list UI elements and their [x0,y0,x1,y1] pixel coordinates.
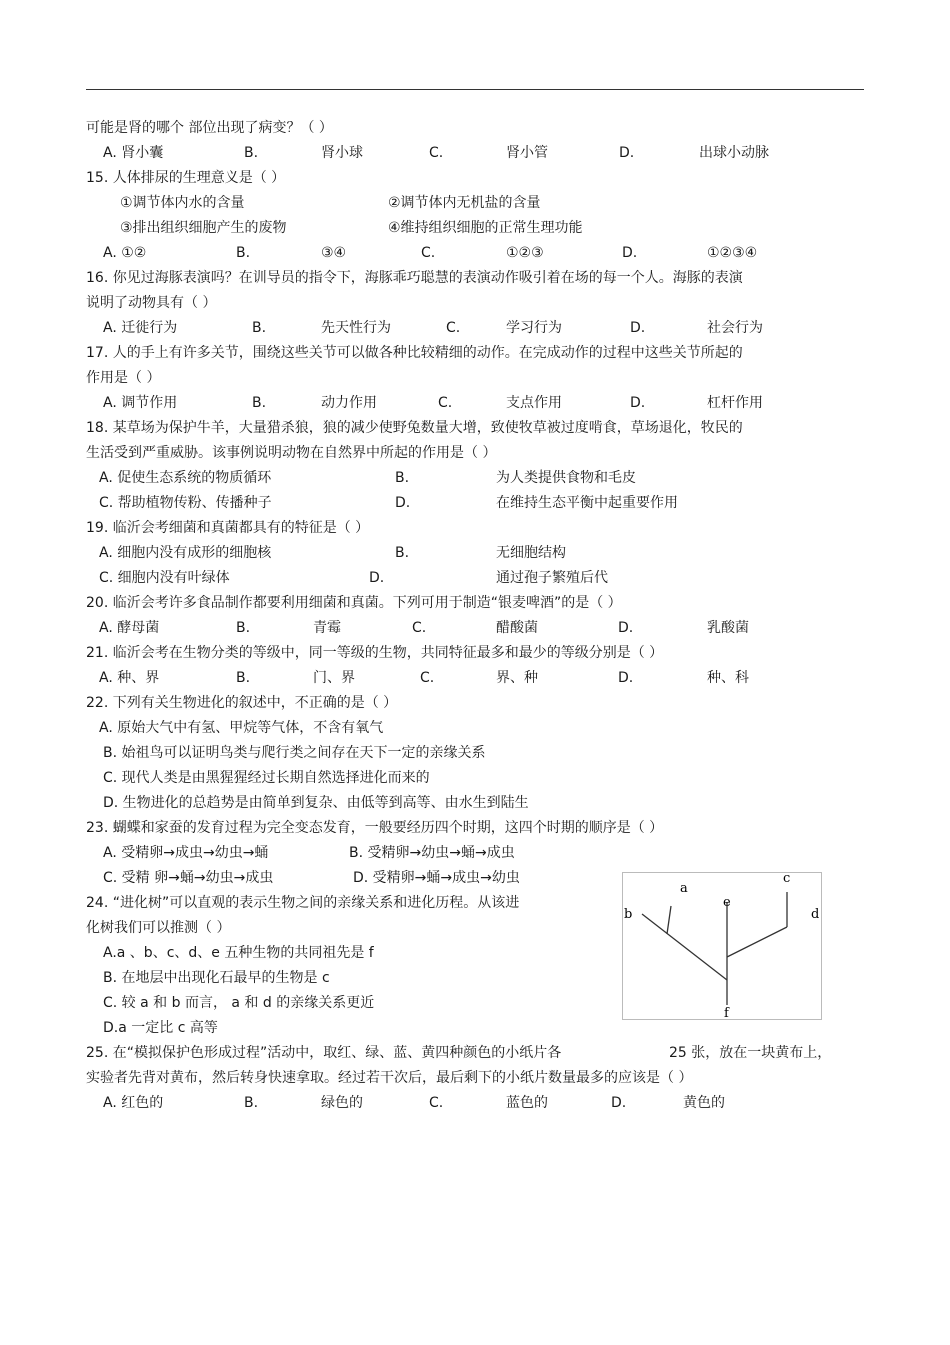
q23-stem: 23. 蝴蝶和家蚕的发育过程为完全变态发育，一般要经历四个时期，这四个时期的顺序是（ ） [86,820,664,836]
q24-stem-line2: 化树我们可以推测（ ） [86,920,231,936]
q25-option-b-text: 绿色的 [321,1095,363,1111]
q24-option-d[interactable]: D.a 一定比 c 高等 [103,1020,218,1036]
q24-option-a[interactable]: A.a 、b、c、d、e 五种生物的共同祖先是 f [103,945,374,961]
q23-option-c[interactable]: C. 受精 卵→蛹→幼虫→成虫 [103,870,274,886]
q16-option-d-text: 社会行为 [707,320,763,336]
branch-f-d [727,927,787,957]
q20-stem: 20. 临沂会考许多食品制作都要利用细菌和真菌。下列可用于制造“银麦啤酒”的是（ ） [86,595,622,611]
q18-stem-line2: 生活受到严重威胁。该事例说明动物在自然界中所起的作用是（ ） [86,445,497,461]
tree-label-e: e [723,895,731,910]
q20-option-c-letter[interactable]: C. [412,620,427,636]
q16-option-c-text: 学习行为 [506,320,562,336]
tree-label-a: a [680,881,688,896]
q14-option-b-text: 肾小球 [321,145,363,161]
q23-option-b[interactable]: B. 受精卵→幼虫→蛹→成虫 [349,845,515,861]
q15-item-1: ①调节体内水的含量 [120,195,245,211]
q23-option-d[interactable]: D. 受精卵→蛹→成虫→幼虫 [353,870,520,886]
q22-option-b[interactable]: B. 始祖鸟可以证明鸟类与爬行类之间存在天下一定的亲缘关系 [103,745,486,761]
q20-option-d-letter[interactable]: D. [618,620,634,636]
q17-option-d-text: 杠杆作用 [707,395,763,411]
branch-f-b [642,914,727,980]
q17-option-b-text: 动力作用 [321,395,377,411]
q15-item-2: ②调节体内无机盐的含量 [388,195,541,211]
q25-option-c-text: 蓝色的 [506,1095,548,1111]
q23-option-a[interactable]: A. 受精卵→成虫→幼虫→蛹 [103,845,269,861]
q15-option-b-letter[interactable]: B. [236,245,251,261]
q15-option-d-text: ①②③④ [707,245,758,261]
q14-option-c-text: 肾小管 [506,145,548,161]
q18-option-b-text: 为人类提供食物和毛皮 [496,470,636,486]
q18-option-b-letter[interactable]: B. [395,470,410,486]
q15-option-d-letter[interactable]: D. [622,245,638,261]
q17-option-c-text: 支点作用 [506,395,562,411]
tree-label-d: d [811,907,820,922]
q19-option-a[interactable]: A. 细胞内没有成形的细胞核 [99,545,272,561]
q21-option-b-text: 门、界 [313,670,355,686]
q21-option-d-text: 种、科 [707,670,749,686]
q19-option-c[interactable]: C. 细胞内没有叶绿体 [99,570,230,586]
q16-option-a[interactable]: A. 迁徙行为 [103,320,178,336]
tree-label-b: b [624,907,633,922]
q25-stem-line1b: 25 张，放在一块黄布上， [669,1045,832,1061]
q14-option-d-letter[interactable]: D. [619,145,635,161]
q16-option-b-letter[interactable]: B. [252,320,267,336]
q15-item-3: ③排出组织细胞产生的废物 [120,220,287,236]
q15-option-a[interactable]: A. ①② [103,245,147,261]
q19-stem: 19. 临沂会考细菌和真菌都具有的特征是（ ） [86,520,370,536]
q15-stem: 15. 人体排尿的生理意义是（ ） [86,170,286,186]
q20-option-b-letter[interactable]: B. [236,620,251,636]
q21-option-b-letter[interactable]: B. [236,670,251,686]
q25-option-d-letter[interactable]: D. [611,1095,627,1111]
q16-stem-line2: 说明了动物具有（ ） [86,295,217,311]
q14-option-b-letter[interactable]: B. [244,145,259,161]
q19-option-b-letter[interactable]: B. [395,545,410,561]
q17-option-d-letter[interactable]: D. [630,395,646,411]
q14-option-a[interactable]: A. 肾小囊 [103,145,164,161]
q17-option-c-letter[interactable]: C. [438,395,453,411]
q21-option-a[interactable]: A. 种、界 [99,670,160,686]
q18-option-c[interactable]: C. 帮助植物传粉、传播种子 [99,495,272,511]
evolution-tree-figure [622,872,822,1020]
q25-option-d-text: 黄色的 [683,1095,725,1111]
q19-option-d-text: 通过孢子繁殖后代 [496,570,608,586]
q18-stem-line1: 18. 某草场为保护牛羊，大量猎杀狼，狼的减少使野兔数量大增，致使牧草被过度啃食，草场退化，牧民的 [86,420,743,436]
q25-stem-line1a: 25. 在“模拟保护色形成过程”活动中，取红、绿、蓝、黄四种颜色的小纸片各 [86,1045,562,1061]
q20-option-b-text: 青霉 [313,620,341,636]
q15-item-4: ④维持组织细胞的正常生理功能 [388,220,583,236]
q19-option-d-letter[interactable]: D. [369,570,385,586]
q15-option-b-text: ③④ [321,245,347,261]
q18-option-d-letter[interactable]: D. [395,495,411,511]
q14-option-d-text: 出球小动脉 [699,145,769,161]
q20-option-a[interactable]: A. 酵母菌 [99,620,160,636]
q21-stem: 21. 临沂会考在生物分类的等级中，同一等级的生物，共同特征最多和最少的等级分别是（ ） [86,645,664,661]
q25-option-b-letter[interactable]: B. [244,1095,259,1111]
q21-option-d-letter[interactable]: D. [618,670,634,686]
q17-stem-line2: 作用是（ ） [86,370,161,386]
q20-option-d-text: 乳酸菌 [707,620,749,636]
header-rule [86,89,864,90]
q15-option-c-letter[interactable]: C. [421,245,436,261]
branch-a [667,906,671,934]
q18-option-d-text: 在维持生态平衡中起重要作用 [496,495,678,511]
q21-option-c-text: 界、种 [496,670,538,686]
q22-option-c[interactable]: C. 现代人类是由黑猩猩经过长期自然选择进化而来的 [103,770,430,786]
q24-option-b[interactable]: B. 在地层中出现化石最早的生物是 c [103,970,330,986]
q22-stem: 22. 下列有关生物进化的叙述中，不正确的是（ ） [86,695,398,711]
q17-stem-line1: 17. 人的手上有许多关节，围绕这些关节可以做各种比较精细的动作。在完成动作的过程中这些关节所起的 [86,345,743,361]
q22-option-d[interactable]: D. 生物进化的总趋势是由简单到复杂、由低等到高等、由水生到陆生 [103,795,529,811]
tree-label-c: c [783,872,791,886]
q24-stem-line1: 24. “进化树”可以直观的表示生物之间的亲缘关系和进化历程。从该进 [86,895,520,911]
q21-option-c-letter[interactable]: C. [420,670,435,686]
q14-option-c-letter[interactable]: C. [429,145,444,161]
q17-option-a[interactable]: A. 调节作用 [103,395,178,411]
q25-option-a[interactable]: A. 红色的 [103,1095,164,1111]
q17-option-b-letter[interactable]: B. [252,395,267,411]
q24-option-c[interactable]: C. 较 a 和 b 而言， a 和 d 的亲缘关系更近 [103,995,375,1011]
q18-option-a[interactable]: A. 促使生态系统的物质循环 [99,470,272,486]
q25-option-c-letter[interactable]: C. [429,1095,444,1111]
q19-option-b-text: 无细胞结构 [496,545,566,561]
q15-option-c-text: ①②③ [506,245,544,261]
q20-option-c-text: 醋酸菌 [496,620,538,636]
q16-option-c-letter[interactable]: C. [446,320,461,336]
q16-option-b-text: 先天性行为 [321,320,391,336]
q16-stem-line1: 16. 你见过海豚表演吗？在训导员的指令下，海豚乖巧聪慧的表演动作吸引着在场的每一个人。海豚的表演 [86,270,743,286]
tree-label-f: f [724,1006,729,1020]
figure-border [623,873,822,1020]
q16-option-d-letter[interactable]: D. [630,320,646,336]
q14-stem: 可能是肾的哪个 部位出现了病变？（ ） [86,120,333,136]
q25-stem-line2: 实验者先背对黄布，然后转身快速拿取。经过若干次后，最后剩下的小纸片数量最多的应该是（ ） [86,1070,693,1086]
q22-option-a[interactable]: A. 原始大气中有氢、甲烷等气体，不含有氧气 [99,720,384,736]
